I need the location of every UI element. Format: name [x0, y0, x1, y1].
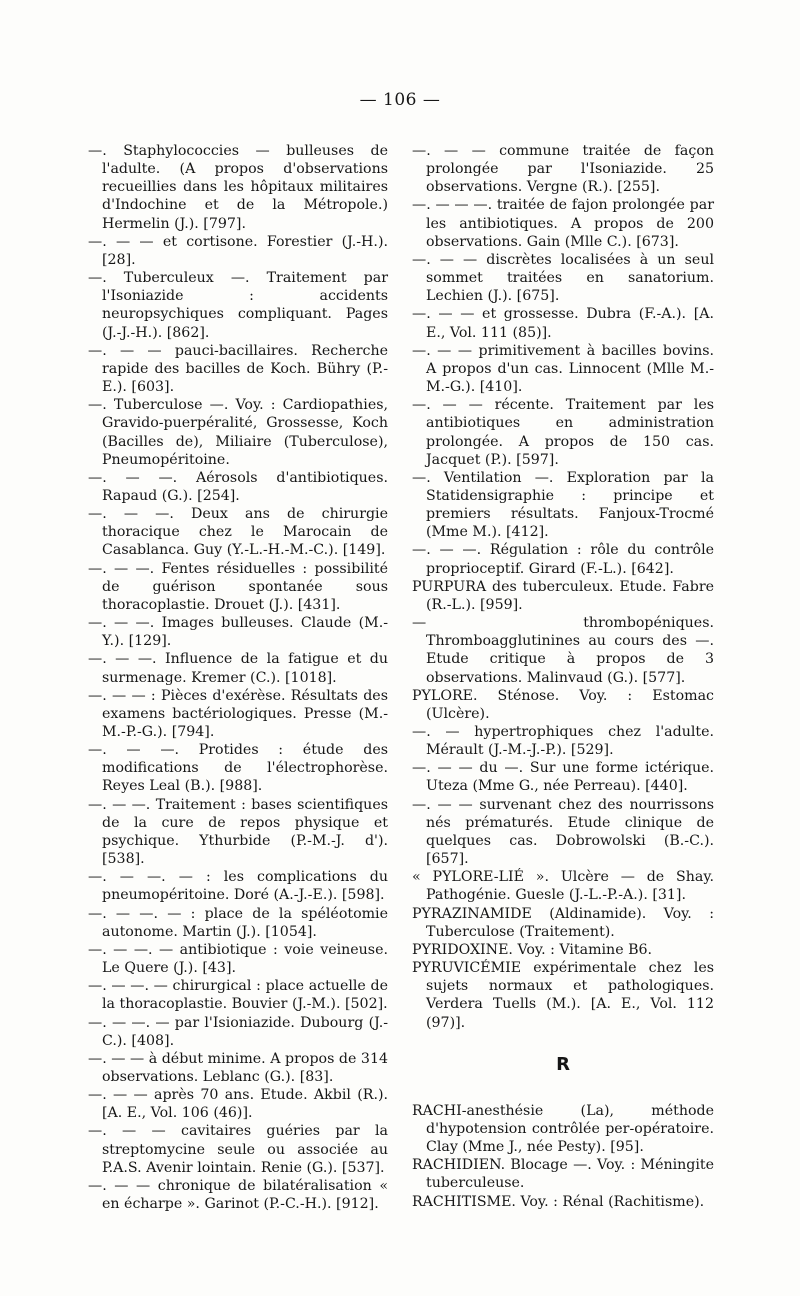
- index-entry: RACHITISME. Voy. : Rénal (Rachitisme).: [412, 1193, 705, 1210]
- index-entry: —. — — survenant chez des nourrissons nés prématurés. Etude clinique de quelques cas. Dobrowolski (B.-C.). [657].: [412, 796, 714, 868]
- index-entry: —. — — discrètes localisées à un seul sommet traitées en sanatorium. Lechien (J.). [675].: [412, 251, 714, 305]
- index-entry: —. — — récente. Traitement par les antibiotiques en administration prolongée. A propos de 150 cas. Jacquet (P.). [597].: [412, 397, 714, 468]
- index-entry: —. — —. Fentes résiduelles : possibilité de guérison spontanée sous thoracoplastie. Drouet (J.). [431].: [88, 560, 388, 613]
- index-entry: PYLORE. Sténose. Voy. : Estomac (Ulcère).: [412, 687, 714, 722]
- index-entry: —. — —. — chirurgical : place actuelle de la thoracoplastie. Bouvier (J.-M.). [502].: [88, 978, 388, 1013]
- index-entry: —. — — —. traitée de fajon prolongée par les antibiotiques. A propos de 200 observations. Gain (Mlle C.). [673].: [412, 197, 714, 250]
- index-entry: RACHI-anesthésie (La), méthode d'hypotension contrôlée per-opératoire. Clay (Mme J., née Pesty). [95].: [412, 1102, 714, 1156]
- index-entry: —. — —. Régulation : rôle du contrôle proprioceptif. Girard (F.-L.). [642].: [412, 542, 714, 577]
- index-entry: —. — —. Traitement : bases scientifiques de la cure de repos physique et psychique. Ythurbide (P.-M.-J. d'). [538].: [88, 796, 388, 868]
- page-number: — 106 —: [359, 90, 441, 110]
- index-entry: PYRIDOXINE. Voy. : Vitamine B6.: [412, 941, 653, 958]
- index-entry: —. — — du —. Sur une forme ictérique. Uteza (Mme G., née Perreau). [440].: [412, 760, 714, 795]
- index-entry: —. — — primitivement à bacilles bovins. A propos d'un cas. Linnocent (Mlle M.-M.-G.). [410].: [412, 342, 714, 396]
- index-entry: —. — — et cortisone. Forestier (J.-H.). [28].: [88, 233, 388, 268]
- index-entry: —. — — et grossesse. Dubra (F.-A.). [A. E., Vol. 111 (85)].: [412, 306, 714, 341]
- index-entry: —. — — pauci-bacillaires. Recherche rapide des bacilles de Koch. Bühry (P.-E.). [603].: [88, 342, 388, 396]
- index-entry: —. — —. Aérosols d'antibiotiques. Rapaud (G.). [254].: [88, 469, 388, 504]
- section-letter: R: [556, 1053, 570, 1075]
- index-entry: « PYLORE-LIÉ ». Ulcère — de Shay. Pathogénie. Guesle (J.-L.-P.-A.). [31].: [412, 869, 714, 904]
- index-entry: —. — — chronique de bilatéralisation « en écharpe ». Garinot (P.-C.-H.). [912].: [88, 1177, 388, 1213]
- index-entry: —. — hypertrophiques chez l'adulte. Mérault (J.-M.-J.-P.). [529].: [412, 724, 714, 759]
- index-entry: —. Staphylococcies — bulleuses de l'adulte. (A propos d'observations recueillies dans les hôpitaux militaires d'Indochine et de la Métropole.) Hermelin (J.). [797].: [88, 143, 388, 232]
- index-entry: PYRAZINAMIDE (Aldinamide). Voy. : Tuberculose (Traitement).: [412, 905, 714, 940]
- index-entry: —. Tuberculose —. Voy. : Cardiopathies, Gravido-puerpéralité, Grossesse, Koch (Bacilles de), Miliaire (Tuberculose), Pneumopéritoine.: [88, 397, 388, 468]
- index-entry: —. Tuberculeux —. Traitement par l'Isoniazide : accidents neuropsychiques compliquant. Pages (J.-J.-H.). [862].: [88, 270, 388, 341]
- index-entry: —. — —. — : place de la spéléotomie autonome. Martin (J.). [1054].: [88, 905, 388, 940]
- index-entry: —. — — : Pièces d'exérèse. Résultats des examens bactériologiques. Presse (M.-M.-P.-G.). [794].: [88, 687, 388, 740]
- index-entry: —. — —. Protides : étude des modifications de l'électrophorèse. Reyes Leal (B.). [988].: [88, 742, 388, 795]
- index-entry: RACHIDIEN. Blocage —. Voy. : Méningite tuberculeuse.: [412, 1157, 714, 1192]
- index-entry: —. — — à début minime. A propos de 314 observations. Leblanc (G.). [83].: [88, 1050, 388, 1085]
- index-entry: —. — —. — par l'Isioniazide. Dubourg (J.-C.). [408].: [88, 1014, 388, 1049]
- index-entry: — thrombopéniques. Thromboagglutinines au cours des —. Etude critique à propos de 3 observations. Malinvaud (G.). [577].: [412, 615, 714, 686]
- index-entry: —. — —. Influence de la fatigue et du surmenage. Kremer (C.). [1018].: [88, 651, 388, 686]
- index-entry: —. — — cavitaires guéries par la streptomycine seule ou associée au P.A.S. Avenir lointain. Renie (G.). [537].: [88, 1123, 388, 1176]
- index-entry: —. — — commune traitée de façon prolongée par l'Isoniazide. 25 observations. Vergne (R.). [255].: [412, 143, 714, 196]
- index-entry: —. Ventilation —. Exploration par la Statidensigraphie : principe et premiers résultats. Fanjoux-Trocmé (Mme M.). [412].: [412, 469, 714, 541]
- index-entry: PURPURA des tuberculeux. Etude. Fabre (R.-L.). [959].: [412, 578, 714, 613]
- index-entry: —. — — après 70 ans. Etude. Akbil (R.). [A. E., Vol. 106 (46)].: [88, 1087, 388, 1122]
- index-entry: —. — —. — antibiotique : voie veineuse. Le Quere (J.). [43].: [88, 941, 388, 977]
- index-entry: —. — —. Deux ans de chirurgie thoracique chez le Marocain de Casablanca. Guy (Y.-L.-H.-M.-C.). [149].: [88, 506, 388, 559]
- right-column: [412, 142, 714, 1211]
- index-entry: PYRUVICÉMIE expérimentale chez les sujets normaux et pathologiques. Verdera Tuells (M.). [A. E., Vol. 112 (97)].: [412, 960, 714, 1031]
- left-column: [88, 142, 388, 1213]
- index-entry: —. — —. — : les complications du pneumopéritoine. Doré (A.-J.-E.). [598].: [88, 869, 388, 904]
- index-entry: —. — —. Images bulleuses. Claude (M.-Y.). [129].: [88, 615, 388, 650]
